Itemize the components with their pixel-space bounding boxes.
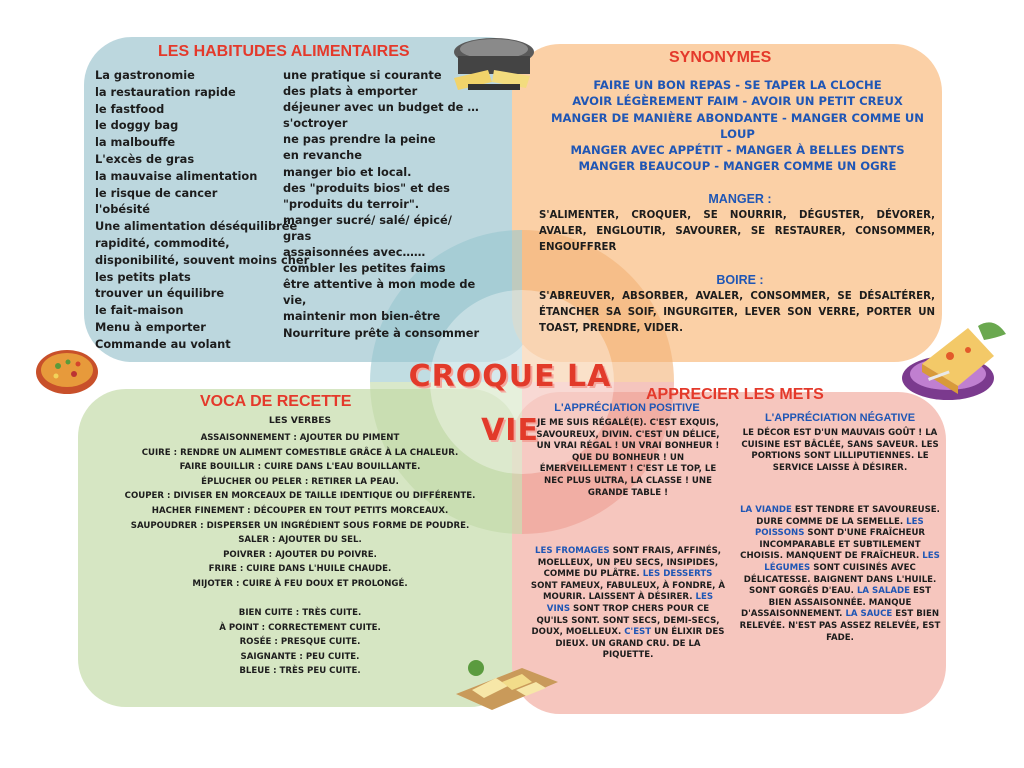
negative-title: L'APPRÉCIATION NÉGATIVE (764, 412, 916, 424)
habitudes-item: Nourriture prête à consommer (283, 325, 480, 340)
habitudes-item: vie, (283, 293, 307, 308)
synonym-line: MANGER AVEC APPÉTIT - MANGER À BELLES DENTS (570, 143, 905, 158)
synonym-line: AVOIR LÉGÈREMENT FAIM - AVOIR UN PETIT CREUX (572, 94, 903, 109)
recette-verb-line: CUIRE : RENDRE UN ALIMENT COMESTIBLE GRÂCE À LA CHALEUR. (141, 447, 459, 458)
habitudes-item: l'obésité (95, 202, 150, 217)
recette-cuisson-line: ROSÉE : PRESQUE CUITE. (239, 637, 361, 648)
paella-dish-icon (34, 344, 100, 396)
manger-text: S'ALIMENTER, CROQUER, SE NOURRIR, DÉGUSTER, DÉVORER, AVALER, ENGLOUTIR, SAVOURER, SE RESTAURER, CONSOMMER, ENGOUFFRER (539, 210, 935, 253)
center-title: CROQUE LA VIE (408, 359, 612, 448)
positive-text: JE ME SUIS RÉGALÉ(E). C'EST EXQUIS, SAVOUREUX, DIVIN. C'EST UN DÉLICE, UN VRAI RÉGAL ! UN VRAI BONHEUR ! QUE DU BONHEUR ! UN ÉMERVEILLEMENT ! C'EST LE TOP, LE NEC PLUS ULTRA, LA CLASSE ! UNE GRANDE TABLE ! (536, 418, 720, 498)
habitudes-item: être attentive à mon mode de (283, 277, 476, 292)
vins-text: SONT TROP CHERS POUR CE QU'ILS SONT. SONT SECS, DEMI-SECS, DOUX, MOELLEUX. (531, 603, 720, 638)
recette-verb-line: SAUPOUDRER : DISPERSER UN INGRÉDIENT SOUS FORME DE POUDRE. (130, 520, 470, 531)
habitudes-item: rapidité, commodité, (95, 235, 230, 250)
recette-verb-line: MIJOTER : CUIRE À FEU DOUX ET PROLONGÉ. (192, 578, 408, 589)
viande-label: LA VIANDE (740, 505, 792, 515)
recette-verbs-list (90, 431, 510, 592)
salade-label: LA SALADE (856, 586, 911, 597)
habitudes-item: Commande au volant (95, 336, 231, 351)
habitudes-item: le risque de cancer (95, 185, 218, 200)
synonymes-expressions (545, 77, 930, 175)
cest-text: UN ÉLIXIR DES DIEUX. UN GRAND CRU. DE LA PIQUETTE. (555, 627, 725, 661)
habitudes-item: combler les petites faims (283, 261, 446, 276)
recette-subtitle: LES VERBES (268, 415, 332, 426)
habitudes-item: une pratique si courante (283, 68, 442, 82)
legumes-text: SONT CUISINÉS AVEC DÉLICATESSE. BAIGNENT DANS L'HUILE. SONT GORGÉS D'EAU. (743, 562, 937, 597)
sauce-text: EST BIEN RELEVÉE. N'EST PAS ASSEZ RELEVÉE, EST FADE. (739, 609, 941, 643)
habitudes-item: des plats à emporter (283, 84, 418, 99)
habitudes-item: maintenir mon bien-être (283, 309, 441, 324)
habitudes-item: déjeuner avec un budget de … (283, 100, 479, 115)
habitudes-item: L'excès de gras (95, 151, 195, 166)
boire-text: S'ABREUVER, ABSORBER, AVALER, CONSOMMER, SE DÉSALTÉRER, ÉTANCHER SA SOIF, INGURGITER, LEVER SON VERRE, PORTER UN TOAST, PRENDRE, VIDER. (539, 291, 935, 334)
desserts-label: LES DESSERTS (642, 569, 713, 580)
habitudes-item: manger sucré/ salé/ épicé/ (283, 212, 452, 227)
habitudes-item: la malbouffe (95, 135, 176, 150)
recette-verb-line: POIVRER : AJOUTER DU POIVRE. (223, 549, 377, 560)
habitudes-item: trouver un équilibre (95, 286, 225, 301)
habitudes-item: disponibilité, souvent moins cher (95, 252, 310, 267)
habitudes-title: LES HABITUDES ALIMENTAIRES (158, 43, 410, 60)
boire-title: BOIRE : (716, 273, 764, 287)
recette-cuisson-line: BIEN CUITE : TRÈS CUITE. (238, 608, 362, 618)
habitudes-item: les petits plats (95, 269, 191, 284)
habitudes-item: ne pas prendre la peine (283, 132, 436, 147)
recette-verb-line: HACHER FINEMENT : DÉCOUPER EN TOUT PETITS MORCEAUX. (151, 505, 449, 516)
recette-verb-line: COUPER : DIVISER EN MORCEAUX DE TAILLE IDENTIQUE OU DIFFÉRENTE. (124, 491, 476, 502)
recette-cuissons-list (90, 606, 510, 679)
habitudes-item: assaisonnées avec…… (283, 245, 426, 260)
habitudes-item: Une alimentation déséquilibrée (95, 219, 298, 234)
poissons-label: LES POISSONS (754, 516, 924, 539)
habitudes-item: Menu à emporter (95, 319, 206, 334)
habitudes-item: manger bio et local. (283, 164, 412, 179)
habitudes-item: le fastfood (95, 101, 165, 116)
habitudes-item: La gastronomie (95, 68, 195, 82)
synonym-line: FAIRE UN BON REPAS - SE TAPER LA CLOCHE (593, 78, 882, 92)
recette-title: VOCA DE RECETTE (200, 393, 352, 410)
recette-cuisson-line: À POINT : CORRECTEMENT CUITE. (219, 622, 381, 633)
habitudes-item: s'octroyer (283, 116, 348, 131)
recette-verb-line: ÉPLUCHER OU PELER : RETIRER LA PEAU. (201, 476, 399, 487)
habitudes-item: gras (283, 228, 312, 243)
recette-verb-line: FRIRE : CUIRE DANS L'HUILE CHAUDE. (208, 564, 392, 575)
sauce-label: LA SAUCE (845, 609, 893, 620)
habitudes-right-list (283, 67, 479, 341)
habitudes-item: la restauration rapide (95, 84, 236, 99)
legumes-label: LES LÉGUMES (764, 551, 940, 573)
recette-cuisson-line: BLEUE : TRÈS PEU CUITE. (239, 666, 361, 677)
dishes-positive-text (530, 546, 726, 662)
fromages-label: LES FROMAGES (534, 546, 610, 556)
salade-text: EST BIEN ASSAISONNÉE. MANQUE D'ASSAISONNEMENT. (740, 586, 931, 620)
apprecier-title: APPRECIER LES METS (646, 386, 824, 403)
synonymes-title: SYNONYMES (669, 49, 772, 66)
dishes-negative-text (737, 505, 943, 644)
negative-text: LE DÉCOR EST D'UN MAUVAIS GOÛT ! LA CUISINE EST BÂCLÉE, SANS SAVEUR. LES PORTIONS SONT LILLIPUTIENNES. LE SERVICE LAISSE À DÉSIRER. (741, 428, 939, 473)
viande-text: EST TENDRE ET SAVOUREUSE. DURE COMME DE LA SEMELLE. (756, 505, 940, 527)
habitudes-item: "produits du terroir". (283, 196, 420, 211)
recette-cuisson-line: SAIGNANTE : PEU CUITE. (240, 651, 360, 662)
vins-label: LES VINS (546, 592, 714, 614)
habitudes-left-list (95, 67, 309, 353)
fromages-text: SONT FRAIS, AFFINÉS, MOELLEUX, UN PEU SECS, INSIPIDES, COMME DU PLÂTRE. (537, 546, 722, 580)
habitudes-item: le doggy bag (95, 118, 179, 133)
poissons-text: SONT D'UNE FRAÎCHEUR INCOMPARABLE ET SUBTILEMENT CHOISIS. MANQUENT DE FRAÎCHEUR. (740, 528, 926, 562)
recette-verb-line: FAIRE BOUILLIR : CUIRE DANS L'EAU BOUILLANTE. (179, 462, 421, 473)
synonym-line: MANGER DE MANIÈRE ABONDANTE - MANGER COMME UN LOUP (550, 110, 925, 141)
habitudes-item: en revanche (283, 148, 362, 163)
recette-verb-line: ASSAISONNEMENT : AJOUTER DU PIMENT (200, 433, 400, 443)
habitudes-item: la mauvaise alimentation (95, 168, 258, 183)
cest-label: C'EST (624, 627, 652, 638)
positive-title: L'APPRÉCIATION POSITIVE (554, 402, 700, 414)
synonym-line: MANGER BEAUCOUP - MANGER COMME UN OGRE (578, 159, 897, 174)
desserts-text: SONT FAMEUX, FABULEUX, À FONDRE, À MOURIR. LAISSENT À DÉSIRER. (530, 580, 726, 603)
manger-title: MANGER : (708, 192, 772, 206)
habitudes-item: des "produits bios" et des (283, 180, 450, 195)
recette-verb-line: SALER : AJOUTER DU SEL. (238, 535, 362, 546)
habitudes-item: le fait-maison (95, 303, 184, 318)
